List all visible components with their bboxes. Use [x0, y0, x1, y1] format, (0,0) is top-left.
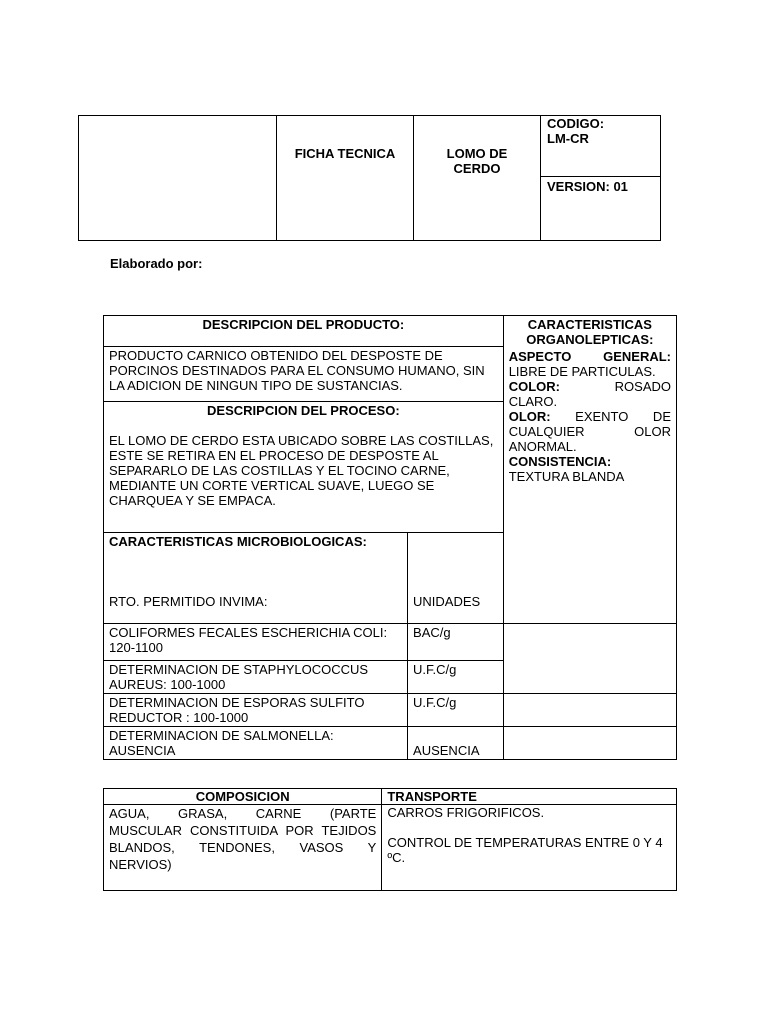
micro-row-unit: U.F.C/g [408, 661, 504, 694]
main-spec-table [103, 315, 677, 760]
product-name: LOMO DE CERDO [414, 116, 541, 241]
consistencia-value: TEXTURA BLANDA [508, 469, 625, 484]
composicion-transporte-table [103, 788, 677, 891]
organolepticas-title: CARACTERISTICAS ORGANOLEPTICAS: [526, 317, 654, 347]
organolepticas-cell [503, 316, 676, 624]
color-label: COLOR: [508, 379, 560, 394]
aspecto-value: LIBRE DE PARTICULAS. [508, 364, 656, 379]
color-value: ROSADO CLARO. [508, 379, 671, 409]
code-cell: CODIGO: LM-CR [541, 116, 661, 177]
descripcion-proceso-cell [104, 402, 504, 533]
micro-row-name: DETERMINACION DE ESPORAS SULFITO REDUCTOR : 100-1000 [104, 694, 408, 727]
micro-row-name: COLIFORMES FECALES ESCHERICHIA COLI: 120-1100 [104, 624, 408, 661]
micro-row-name: DETERMINACION DE STAPHYLOCOCCUS AUREUS: 100-1000 [104, 661, 408, 694]
transporte-line-1: CARROS FRIGORIFICOS. [387, 805, 545, 820]
descripcion-producto-text: PRODUCTO CARNICO OBTENIDO DEL DESPOSTE DE PORCINOS DESTINADOS PARA EL CONSUMO HUMANO, SIN LA ADICION DE NINGUN TIPO DE SUSTANCIAS. [104, 347, 504, 402]
microbiologicas-title: CARACTERISTICAS MICROBIOLOGICAS: [109, 534, 367, 549]
olor-value: EXENTO DE CUALQUIER OLOR ANORMAL. [508, 409, 671, 454]
ficha-tecnica-title: FICHA TECNICA [277, 116, 414, 241]
empty-cell [503, 727, 676, 760]
logo-cell [79, 116, 277, 241]
microbiologicas-header-cell [104, 533, 408, 624]
descripcion-producto-title: DESCRIPCION DEL PRODUCTO: [104, 316, 504, 347]
micro-row-unit: BAC/g [408, 624, 504, 661]
empty-cell [503, 624, 676, 694]
transporte-title: TRANSPORTE [382, 789, 677, 805]
elaborado-por-label: Elaborado por: [110, 256, 203, 271]
descripcion-proceso-text: EL LOMO DE CERDO ESTA UBICADO SOBRE LAS COSTILLAS, ESTE SE RETIRA EN EL PROCESO DE DESPOSTE AL SEPARARLO DE LAS COSTILLAS Y EL TOCINO CARNE, MEDIANTE UN CORTE VERTICAL SUAVE, LUEGO SE CHARQUEA Y SE EMPACA. [109, 433, 494, 508]
rto-permitido-label: RTO. PERMITIDO INVIMA: [109, 594, 268, 609]
header-table [78, 115, 661, 241]
micro-row-unit: U.F.C/g [408, 694, 504, 727]
micro-row-name: DETERMINACION DE SALMONELLA: AUSENCIA [104, 727, 408, 760]
transporte-cell [382, 805, 677, 891]
olor-label: OLOR: [508, 409, 551, 424]
descripcion-proceso-title: DESCRIPCION DEL PROCESO: [207, 403, 400, 418]
empty-cell [503, 694, 676, 727]
unidades-label: UNIDADES [413, 594, 481, 609]
consistencia-label: CONSISTENCIA: [508, 454, 612, 469]
unidades-header-cell [408, 533, 504, 624]
aspecto-label: ASPECTO GENERAL: [508, 349, 671, 364]
version-cell: VERSION: 01 [541, 177, 661, 241]
composicion-title: COMPOSICION [104, 789, 382, 805]
micro-row-unit: AUSENCIA [408, 727, 504, 760]
composicion-text: AGUA, GRASA, CARNE (PARTE MUSCULAR CONSTITUIDA POR TEJIDOS BLANDOS, TENDONES, VASOS Y NERVIOS) [104, 805, 382, 891]
transporte-line-2: CONTROL DE TEMPERATURAS ENTRE 0 Y 4 ºC. [387, 835, 663, 865]
